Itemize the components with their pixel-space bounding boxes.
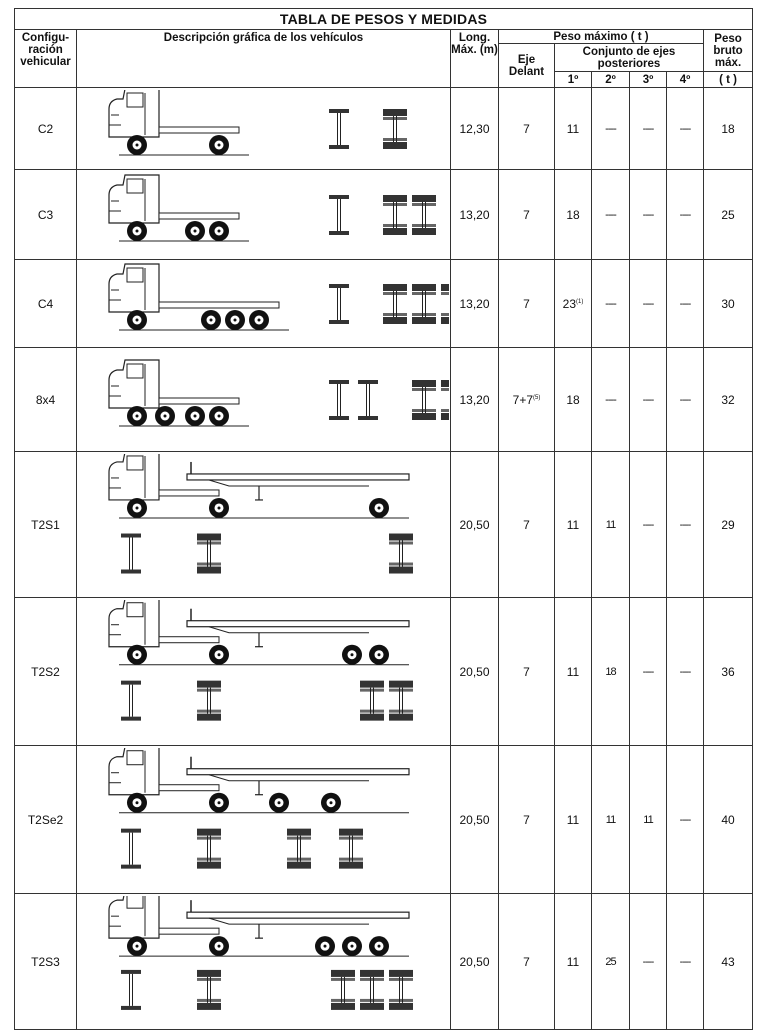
axle-diagram-icon: [121, 533, 141, 573]
axle-diagram-icon: [329, 380, 378, 420]
front-axle-cell-value: 7: [523, 517, 530, 532]
wheel-icon: [127, 936, 147, 956]
axle-diagram-icon: [360, 680, 413, 720]
header-axle-3: 3º: [630, 72, 667, 88]
config-cell: [15, 746, 77, 894]
gross-cell: [704, 88, 753, 170]
wheel-icon: [209, 497, 229, 517]
axle-1-cell: [555, 170, 592, 260]
vehicle-diagram: [79, 172, 449, 258]
vehicle-diagram: [79, 262, 449, 346]
front-axle-cell: [499, 894, 555, 1030]
vehicle-drawing-cell: [77, 598, 451, 746]
config-cell: [15, 170, 77, 260]
wheel-icon: [269, 792, 289, 812]
header-front-axle: Eje Delant: [499, 44, 555, 88]
axle-1-cell-value: 11: [566, 954, 580, 969]
length-cell-value: 20,50: [459, 517, 490, 532]
axle-4-cell: [667, 170, 704, 260]
axle-3-cell: [630, 348, 667, 452]
trailer-deck: [187, 768, 409, 774]
axle-4-cell: [667, 260, 704, 348]
chassis: [159, 127, 239, 133]
axle-2-cell-value: ----: [605, 393, 616, 406]
wheel-icon: [185, 406, 205, 426]
wheel-icon: [209, 936, 229, 956]
gross-cell-value: 32: [721, 392, 735, 407]
axle-1-cell: [555, 260, 592, 348]
table-row: [15, 88, 753, 170]
truck-cab-icon: [109, 175, 159, 223]
vehicle-drawing-cell: [77, 260, 451, 348]
gross-cell: [704, 170, 753, 260]
axle-3-cell-value: ----: [642, 518, 654, 531]
axle-1-cell-value: 11: [566, 121, 580, 136]
axle-3-cell: [630, 260, 667, 348]
axle-3-cell: [630, 88, 667, 170]
axle-diagram-icon: [121, 969, 141, 1009]
wheel-icon: [342, 936, 362, 956]
wheel-icon: [209, 792, 229, 812]
axle-4-cell-value: ----: [679, 813, 691, 826]
header-axle-4: 4º: [667, 72, 704, 88]
truck-cab-icon: [109, 748, 159, 795]
front-axle-cell-value: 7: [523, 664, 530, 679]
axle-diagram-icon: [383, 109, 407, 149]
wheel-icon: [342, 644, 362, 664]
axle-3-cell-value: 11: [643, 813, 653, 826]
axle-3-cell-value: ----: [642, 297, 654, 310]
table-row: [15, 894, 753, 1030]
wheel-icon: [209, 221, 229, 241]
length-cell: [451, 260, 499, 348]
axle-2-cell-value: 25: [605, 955, 616, 968]
front-axle-cell: [499, 348, 555, 452]
chassis: [159, 398, 239, 404]
wheel-icon: [249, 310, 269, 330]
wheel-icon: [127, 221, 147, 241]
axle-diagram-icon: [121, 828, 141, 868]
length-cell-value: 13,20: [459, 207, 490, 222]
config-cell: [15, 260, 77, 348]
front-axle-cell-value: 7: [523, 207, 530, 222]
trailer-deck: [187, 473, 409, 479]
wheel-icon: [321, 792, 341, 812]
table-row: [15, 170, 753, 260]
axle-3-cell: [630, 598, 667, 746]
axle-diagram-icon: [197, 828, 221, 868]
wheel-icon: [127, 644, 147, 664]
front-axle-cell: [499, 260, 555, 348]
config-cell-value: T2S2: [31, 664, 60, 679]
footnote-marker: (1): [576, 298, 584, 305]
wheel-icon: [155, 406, 175, 426]
front-axle-cell-value: 7: [523, 954, 530, 969]
table-title: TABLA DE PESOS Y MEDIDAS: [15, 9, 753, 30]
gross-cell-value: 43: [721, 954, 735, 969]
axle-4-cell-value: ----: [679, 208, 691, 221]
length-cell: [451, 452, 499, 598]
length-cell-value: 20,50: [459, 812, 490, 827]
footnote-marker: (5): [533, 394, 541, 401]
axle-2-cell: [592, 598, 630, 746]
truck-cab-icon: [109, 600, 159, 647]
vehicle-drawing-cell: [77, 170, 451, 260]
axle-diagram-icon: [197, 533, 221, 573]
axle-2-cell-value: 11: [605, 813, 616, 826]
axle-3-cell: [630, 894, 667, 1030]
vehicle-diagram: [79, 454, 449, 596]
config-cell: [15, 598, 77, 746]
length-cell: [451, 598, 499, 746]
vehicle-drawing-cell: [77, 452, 451, 598]
header-rear-axles: Conjunto de ejes posteriores: [555, 44, 704, 72]
axle-4-cell-value: ----: [679, 297, 691, 310]
axle-4-cell: [667, 452, 704, 598]
gross-cell: [704, 260, 753, 348]
axle-1-cell: [555, 348, 592, 452]
header-length: Long. Máx. (m): [451, 30, 499, 88]
axle-diagram-icon: [121, 680, 141, 720]
vehicle-diagram: [79, 896, 449, 1028]
length-cell-value: 20,50: [459, 664, 490, 679]
axle-3-cell-value: ----: [642, 208, 654, 221]
header-description: Descripción gráfica de los vehículos: [77, 30, 451, 88]
wheel-icon: [127, 792, 147, 812]
gross-cell-value: 36: [721, 664, 735, 679]
vehicle-diagram: [79, 600, 449, 744]
length-cell-value: 13,20: [459, 392, 490, 407]
length-cell: [451, 88, 499, 170]
axle-2-cell: [592, 260, 630, 348]
wheel-icon: [209, 644, 229, 664]
truck-cab-icon: [109, 454, 159, 500]
axle-3-cell-value: ----: [642, 955, 654, 968]
axle-2-cell: [592, 348, 630, 452]
weights-measures-table: [14, 8, 753, 1030]
axle-3-cell: [630, 170, 667, 260]
axle-2-cell-value: ----: [605, 122, 616, 135]
gross-cell-value: 30: [721, 296, 735, 311]
chassis: [159, 302, 279, 308]
wheel-icon: [209, 406, 229, 426]
length-cell-value: 20,50: [459, 954, 490, 969]
table-row: [15, 260, 753, 348]
wheel-icon: [369, 497, 389, 517]
front-axle-cell: [499, 598, 555, 746]
wheel-icon: [201, 310, 221, 330]
table-row: [15, 746, 753, 894]
gross-cell: [704, 894, 753, 1030]
gross-cell-value: 25: [721, 207, 735, 222]
config-cell-value: C4: [37, 296, 54, 311]
gross-cell: [704, 452, 753, 598]
gross-cell: [704, 746, 753, 894]
axle-1-cell-value: 23: [562, 296, 576, 311]
vehicle-drawing-cell: [77, 894, 451, 1030]
config-cell: [15, 452, 77, 598]
gross-cell: [704, 348, 753, 452]
axle-4-cell: [667, 894, 704, 1030]
config-cell-value: C2: [37, 121, 54, 136]
axle-1-cell-value: 11: [566, 664, 580, 679]
wheel-icon: [185, 221, 205, 241]
front-axle-cell: [499, 746, 555, 894]
gross-cell-value: 29: [721, 517, 735, 532]
vehicle-diagram: [79, 350, 449, 450]
axle-diagram-icon: [331, 969, 413, 1009]
axle-diagram-icon: [339, 828, 363, 868]
config-cell: [15, 348, 77, 452]
axle-1-cell-value: 11: [566, 812, 580, 827]
axle-3-cell: [630, 746, 667, 894]
header-gross-unit: ( t ): [704, 72, 753, 88]
config-cell: [15, 88, 77, 170]
front-axle-cell-value: 7: [523, 812, 530, 827]
wheel-icon: [225, 310, 245, 330]
axle-diagram-icon: [287, 828, 311, 868]
axle-3-cell-value: ----: [642, 665, 654, 678]
config-cell-value: T2Se2: [27, 812, 64, 827]
axle-2-cell-value: 11: [605, 518, 616, 531]
truck-cab-icon: [109, 264, 159, 312]
config-cell: [15, 894, 77, 1030]
axle-4-cell-value: ----: [679, 518, 691, 531]
trailer-deck: [187, 912, 409, 918]
axle-diagram-icon: [383, 284, 449, 324]
config-cell-value: 8x4: [35, 392, 56, 407]
table-row: [15, 348, 753, 452]
truck-cab-icon: [109, 896, 159, 938]
length-cell-value: 12,30: [459, 121, 490, 136]
chassis: [159, 213, 239, 219]
front-axle-cell-value: 7+7: [512, 392, 533, 407]
wheel-icon: [315, 936, 335, 956]
table-row: [15, 452, 753, 598]
axle-diagram-icon: [412, 380, 449, 420]
truck-cab-icon: [109, 90, 159, 137]
axle-4-cell-value: ----: [679, 393, 691, 406]
vehicle-drawing-cell: [77, 348, 451, 452]
axle-3-cell-value: ----: [642, 393, 654, 406]
header-config: Configu-ración vehicular: [15, 30, 77, 88]
gross-cell: [704, 598, 753, 746]
axle-4-cell-value: ----: [679, 665, 691, 678]
wheel-icon: [369, 936, 389, 956]
axle-diagram-icon: [329, 195, 349, 235]
wheel-icon: [127, 406, 147, 426]
axle-4-cell: [667, 348, 704, 452]
header-max-weight: Peso máximo ( t ): [499, 30, 704, 44]
wheel-icon: [127, 497, 147, 517]
axle-1-cell-value: 18: [566, 392, 580, 407]
front-axle-cell-value: 7: [523, 121, 530, 136]
axle-4-cell: [667, 88, 704, 170]
axle-4-cell: [667, 746, 704, 894]
axle-diagram-icon: [197, 680, 221, 720]
header-axle-1: 1º: [555, 72, 592, 88]
vehicle-diagram: [79, 90, 449, 168]
config-cell-value: C3: [37, 207, 54, 222]
front-axle-cell-value: 7: [523, 296, 530, 311]
axle-2-cell: [592, 894, 630, 1030]
trailer-deck: [187, 620, 409, 626]
axle-4-cell-value: ----: [679, 955, 691, 968]
axle-diagram-icon: [383, 195, 436, 235]
axle-2-cell: [592, 88, 630, 170]
axle-1-cell: [555, 452, 592, 598]
wheel-icon: [209, 135, 229, 155]
axle-diagram-icon: [389, 533, 413, 573]
front-axle-cell: [499, 170, 555, 260]
axle-3-cell-value: ----: [642, 122, 654, 135]
length-cell: [451, 746, 499, 894]
config-cell-value: T2S3: [31, 954, 60, 969]
axle-2-cell-value: 18: [605, 665, 616, 678]
axle-2-cell: [592, 746, 630, 894]
gross-cell-value: 40: [721, 812, 735, 827]
config-cell-value: T2S1: [31, 517, 60, 532]
wheel-icon: [127, 310, 147, 330]
axle-1-cell-value: 18: [566, 207, 580, 222]
length-cell: [451, 170, 499, 260]
wheel-icon: [369, 644, 389, 664]
axle-4-cell-value: ----: [679, 122, 691, 135]
axle-2-cell: [592, 452, 630, 598]
axle-1-cell: [555, 746, 592, 894]
axle-diagram-icon: [329, 284, 349, 324]
axle-diagram-icon: [197, 969, 221, 1009]
axle-2-cell-value: ----: [605, 297, 616, 310]
wheel-icon: [127, 135, 147, 155]
axle-1-cell: [555, 598, 592, 746]
axle-2-cell: [592, 170, 630, 260]
axle-1-cell: [555, 894, 592, 1030]
truck-cab-icon: [109, 360, 159, 408]
axle-4-cell: [667, 598, 704, 746]
axle-diagram-icon: [329, 109, 349, 149]
vehicle-drawing-cell: [77, 88, 451, 170]
gross-cell-value: 18: [721, 121, 735, 136]
length-cell-value: 13,20: [459, 296, 490, 311]
front-axle-cell: [499, 88, 555, 170]
length-cell: [451, 348, 499, 452]
header-axle-2: 2º: [592, 72, 630, 88]
axle-2-cell-value: ----: [605, 208, 616, 221]
table-row: [15, 598, 753, 746]
axle-1-cell: [555, 88, 592, 170]
header-gross: Peso bruto máx.: [704, 30, 753, 72]
vehicle-diagram: [79, 748, 449, 892]
vehicle-drawing-cell: [77, 746, 451, 894]
front-axle-cell: [499, 452, 555, 598]
axle-1-cell-value: 11: [566, 517, 580, 532]
axle-3-cell: [630, 452, 667, 598]
length-cell: [451, 894, 499, 1030]
